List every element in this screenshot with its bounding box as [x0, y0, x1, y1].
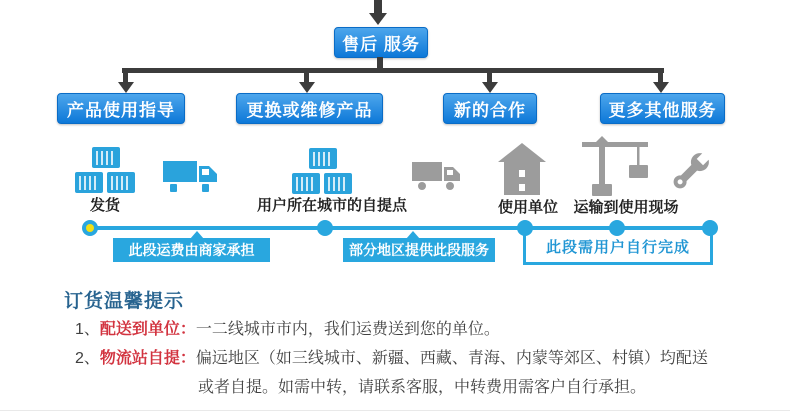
tip-label: 物流站自提：: [99, 350, 196, 367]
tip-label: 配送到单位：: [99, 321, 196, 338]
timeline-segment-partial-service: [343, 238, 495, 262]
branch-node-usage-guidance: [57, 93, 185, 124]
branch-label: 新的合作: [454, 101, 526, 120]
freight-truck-icon: [412, 160, 462, 194]
timeline-segment-label: 此段运费由商家承担: [128, 242, 255, 258]
tip-number: 1、: [75, 321, 100, 338]
branch-node-new-cooperation: [443, 93, 537, 124]
tip-number: 2、: [75, 350, 100, 367]
root-node: [334, 27, 428, 58]
tag-pointer-icon: [406, 231, 420, 239]
station-label-using-unit: 使用单位: [497, 199, 558, 216]
tag-pointer-icon: [190, 231, 204, 239]
tip-item-self-pickup: [64, 344, 780, 373]
wrench-icon: [666, 148, 714, 196]
timeline-dot: [702, 220, 718, 236]
station-label-pickup-point: 用户所在城市的自提点: [256, 197, 407, 214]
down-arrow-icon: [653, 82, 669, 93]
branch-label: 更换或维修产品: [246, 101, 373, 120]
delivery-truck-icon: [163, 158, 219, 195]
branch-label: 更多其他服务: [608, 101, 717, 120]
dot-core: [86, 224, 94, 232]
timeline-dot: [317, 220, 333, 236]
entry-arrow-icon: [369, 13, 387, 25]
crane-icon: [578, 136, 658, 196]
timeline-dot: [517, 220, 533, 236]
root-node-label: 售后 服务: [342, 35, 420, 54]
timeline-segment-label: 此段需用户自行完成: [545, 238, 690, 256]
tips-list: [64, 315, 780, 402]
tip-item-self-pickup-continued: [64, 373, 780, 402]
branch-label: 产品使用指导: [67, 101, 175, 120]
branch-connector-line: [122, 68, 664, 73]
down-arrow-icon: [299, 82, 315, 93]
timeline-segment-label: 部分地区提供此段服务: [349, 242, 489, 258]
down-arrow-icon: [482, 82, 498, 93]
entry-line: [374, 0, 382, 13]
tip-text: 偏远地区（如三线城市、新疆、西藏、青海、内蒙等郊区、村镇）均配送: [195, 350, 708, 367]
tip-text: 一二线城市市内，我们运费送到您的单位。: [195, 321, 500, 338]
bottom-divider: [0, 410, 790, 411]
timeline-start-dot: [82, 220, 98, 236]
cargo-boxes-icon: [75, 147, 137, 194]
station-label-transport-to-site: 运输到使用现场: [573, 199, 679, 216]
building-icon: [498, 143, 546, 196]
tip-item-delivery: [64, 315, 780, 344]
branch-node-more-services: [600, 93, 725, 124]
station-label-shipping: 发货: [89, 197, 120, 214]
tips-title: 订货温馨提示: [64, 291, 185, 312]
cargo-boxes-icon: [292, 148, 354, 195]
tip-text: 或者自提。如需中转，请联系客服，中转费用需客户自行承担。: [198, 379, 647, 396]
timeline-segment-merchant-freight: [113, 238, 270, 262]
timeline-dot: [609, 220, 625, 236]
branch-node-replace-repair: [236, 93, 383, 124]
down-arrow-icon: [118, 82, 134, 93]
